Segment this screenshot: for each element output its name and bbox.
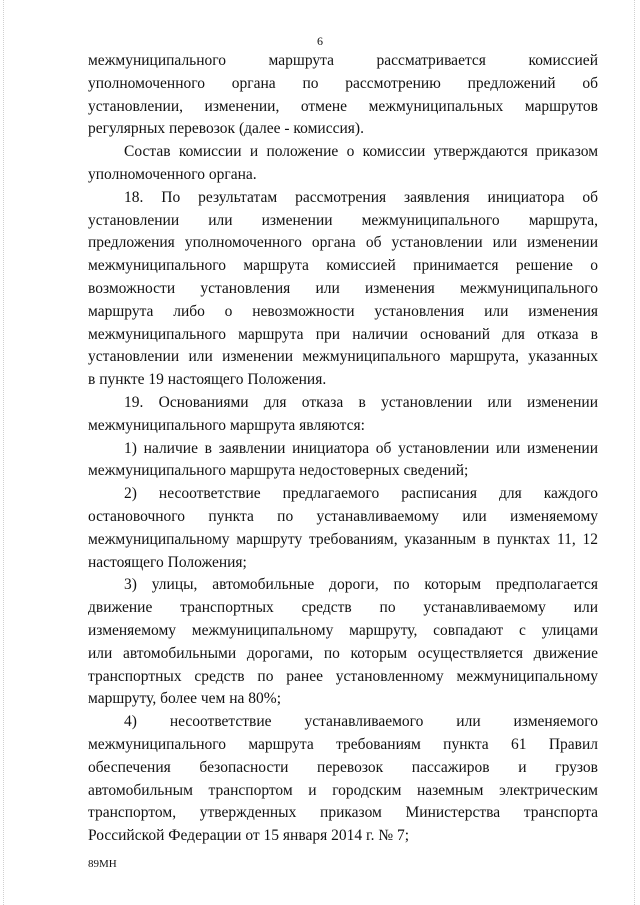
footer-document-code: 89МН [88, 858, 117, 870]
text-line: 18. По результатам рассмотрения заявления инициатора об [124, 188, 598, 206]
text-line: маршруту, более чем на 80%; [88, 690, 282, 708]
text-line: межмуниципального маршрута комиссией принимается решение о [88, 257, 598, 275]
text-line: установлении или изменении межмуниципального маршрута, [88, 211, 598, 229]
text-line: маршрута либо о невозможности установления или изменения [88, 302, 598, 320]
text-line: транспортом, утвержденных приказом Министерства транспорта [88, 804, 598, 822]
text-line: уполномоченного органа. [88, 165, 257, 183]
text-line: Российской Федерации от 15 января 2014 г. № 7; [88, 827, 410, 845]
text-line: возможности установления или изменения межмуниципального [88, 279, 598, 297]
text-line: в пункте 19 настоящего Положения. [88, 371, 327, 389]
document-body [88, 50, 598, 848]
text-line: межмуниципального маршрута требованиям пункта 61 Правил [88, 735, 598, 753]
text-line: настоящего Положения; [88, 553, 247, 571]
left-scan-edge [3, 0, 4, 905]
text-line: транспортных средств по ранее установленному межмуниципальному [88, 667, 598, 685]
text-line: межмуниципального маршрута при наличии оснований для отказа в [88, 325, 598, 343]
text-line: или автомобильными дорогами, по которым осуществляется движение [88, 644, 598, 662]
text-line: 3) улицы, автомобильные дороги, по которым предполагается [124, 576, 598, 594]
text-line: межмуниципального маршрута являются: [88, 416, 365, 434]
text-line: 2) несоответствие предлагаемого расписания для каждого [124, 485, 598, 503]
text-line: 19. Основаниями для отказа в установлении или изменении [124, 393, 598, 411]
right-scan-edge [634, 0, 635, 905]
text-line: 1) наличие в заявлении инициатора об установлении или изменении [124, 439, 598, 457]
text-line: установлении или изменении межмуниципального маршрута, указанных [88, 348, 598, 366]
text-line: предложения уполномоченного органа об установлении или изменении [88, 234, 598, 252]
text-line: обеспечения безопасности перевозок пассажиров и грузов [88, 758, 598, 776]
text-line: автомобильным транспортом и городским наземным электрическим [88, 781, 598, 799]
text-line: остановочного пункта по устанавливаемому или изменяемому [88, 507, 598, 525]
text-line: регулярных перевозок (далее - комиссия). [88, 120, 364, 138]
text-line: уполномоченного органа по рассмотрению предложений об [88, 74, 598, 92]
text-line: 4) несоответствие устанавливаемого или изменяемого [124, 713, 598, 731]
page-number: 6 [317, 34, 323, 48]
text-line: Состав комиссии и положение о комиссии утверждаются приказом [124, 143, 598, 161]
text-line: изменяемому межмуниципальному маршруту, совпадают с улицами [88, 621, 598, 639]
text-line: установлении, изменении, отмене межмуниципальных маршрутов [88, 97, 598, 115]
text-line: межмуниципального маршрута рассматривается комиссией [88, 52, 598, 69]
text-line: движение транспортных средств по устанавливаемому или [88, 599, 598, 617]
text-line: межмуниципальному маршруту требованиям, указанным в пунктах 11, 12 [88, 530, 598, 548]
text-line: межмуниципального маршрута недостоверных сведений; [88, 462, 469, 480]
